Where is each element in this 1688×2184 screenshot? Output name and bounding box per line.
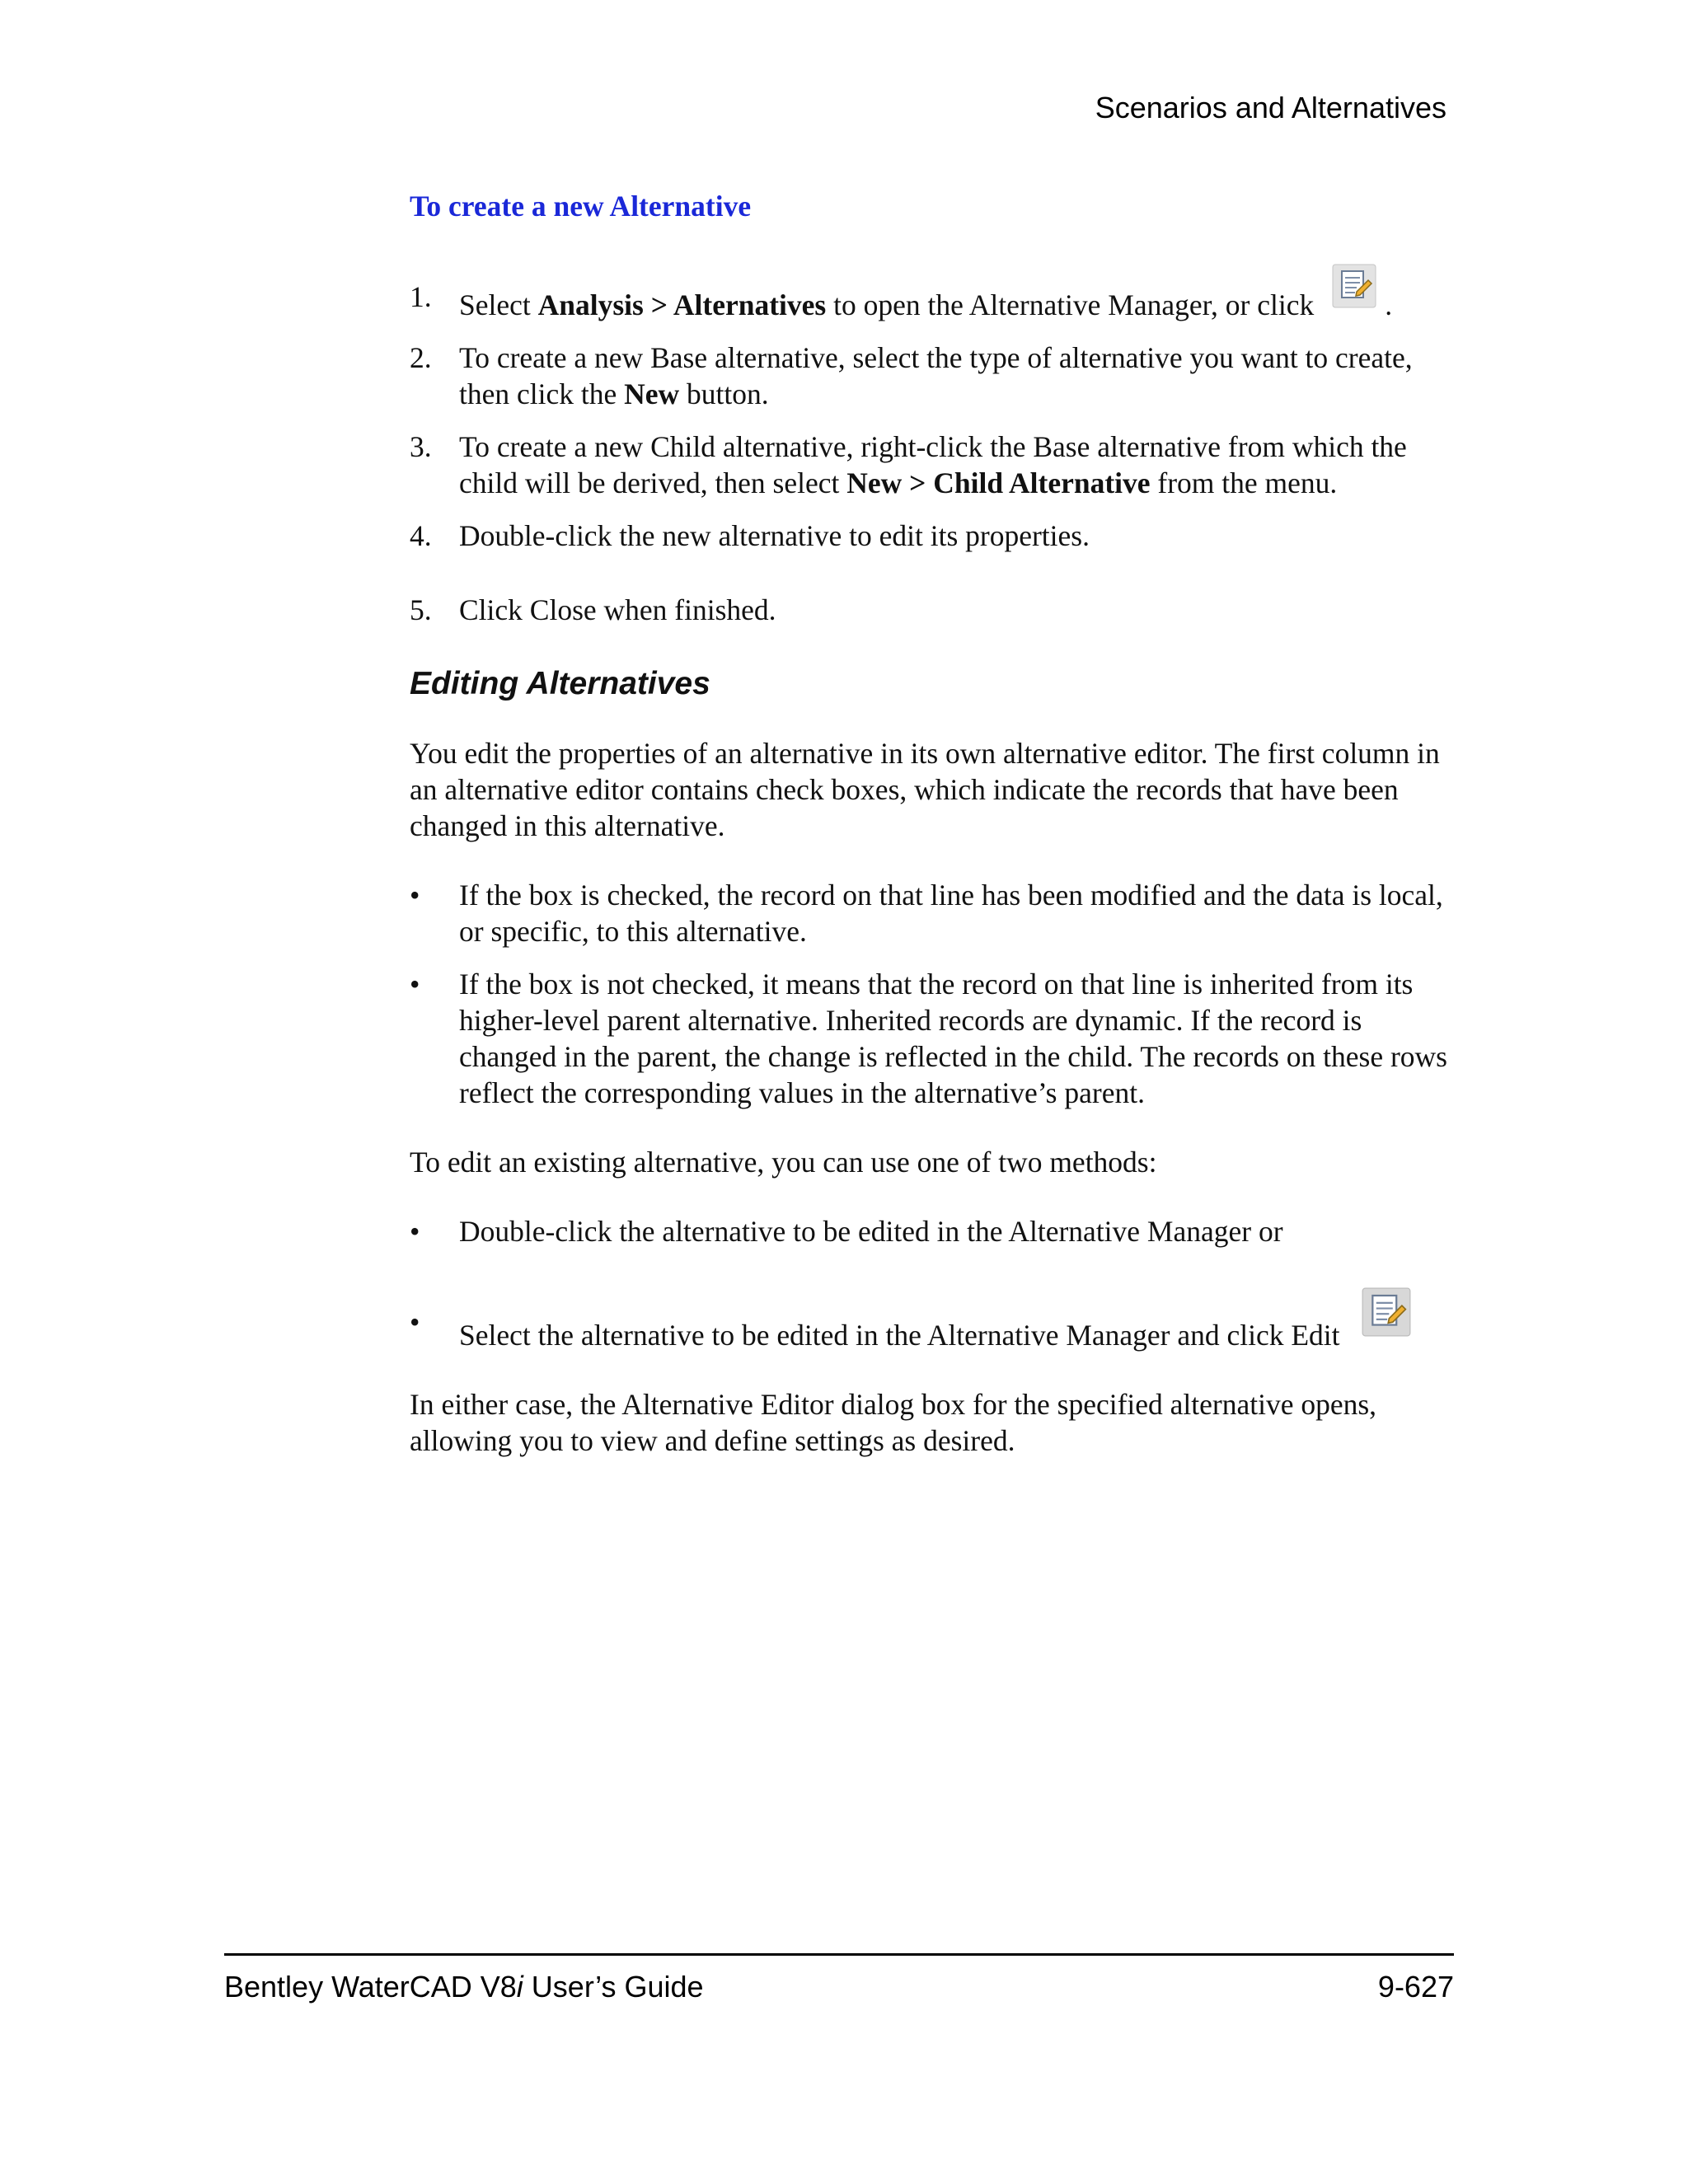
page-number: 9-627 — [1377, 1970, 1454, 2004]
step-number: 1. — [410, 280, 432, 313]
footer-guide-title: Bentley WaterCAD V8i User’s Guide — [224, 1970, 704, 2004]
bullet: • — [410, 968, 420, 1001]
bullet: • — [410, 879, 420, 912]
step-number: 5. — [410, 593, 432, 626]
running-header: Scenarios and Alternatives — [1095, 91, 1447, 124]
bullet: • — [410, 1215, 420, 1248]
step-5: 5. Click Close when finished. — [410, 593, 776, 626]
procedure-heading: To create a new Alternative — [410, 190, 752, 223]
section-heading: Editing Alternatives — [410, 666, 710, 701]
method-bullets — [410, 1213, 1456, 1353]
procedure-steps — [410, 279, 1456, 628]
step-1: 1. Select Analysis > Alternatives to open the Alternative Manager, or click . — [410, 279, 1456, 323]
footer-divider — [224, 1953, 1454, 1956]
list-item: • Select the alternative to be edited in the Alternative Manager and click Edit — [410, 1304, 1456, 1353]
step-2: 2. To create a new Base alternative, select the type of alternative you want to create, then click the New button. — [410, 341, 1413, 410]
step-number: 4. — [410, 519, 432, 552]
edit-alternative-icon — [1362, 1287, 1411, 1337]
step-number: 3. — [410, 430, 432, 463]
edit-alternative-icon — [1332, 264, 1376, 308]
step-3: 3. To create a new Child alternative, right-click the Base alternative from which the child will be derived, then select New > Child Alternative from the menu. — [410, 430, 1407, 499]
list-item: • If the box is checked, the record on that line has been modified and the data is local, or specific, to this alternative. — [410, 879, 1443, 948]
bullet: • — [410, 1305, 420, 1338]
methods-intro: To edit an existing alternative, you can use one of two methods: — [410, 1146, 1157, 1179]
closing-paragraph: In either case, the Alternative Editor dialog box for the specified alternative opens, allowing you to view and define settings as desired. — [410, 1388, 1377, 1457]
step-4: 4. Double-click the new alternative to edit its properties. — [410, 519, 1090, 552]
page-content — [410, 188, 1456, 1492]
intro-paragraph: You edit the properties of an alternative in its own alternative editor. The first column in an alternative editor contains check boxes, which indicate the records that have been changed in this alternative. — [410, 737, 1440, 842]
list-item: • Double-click the alternative to be edited in the Alternative Manager or — [410, 1215, 1283, 1248]
step-number: 2. — [410, 341, 432, 374]
list-item: • If the box is not checked, it means that the record on that line is inherited from its higher-level parent alternative. Inherited records are dynamic. If the record is changed in the parent, the change is reflected in the child. The records on these rows reflect the corresponding values in the alternative’s parent. — [410, 968, 1447, 1109]
checkbox-bullets — [410, 877, 1456, 1111]
